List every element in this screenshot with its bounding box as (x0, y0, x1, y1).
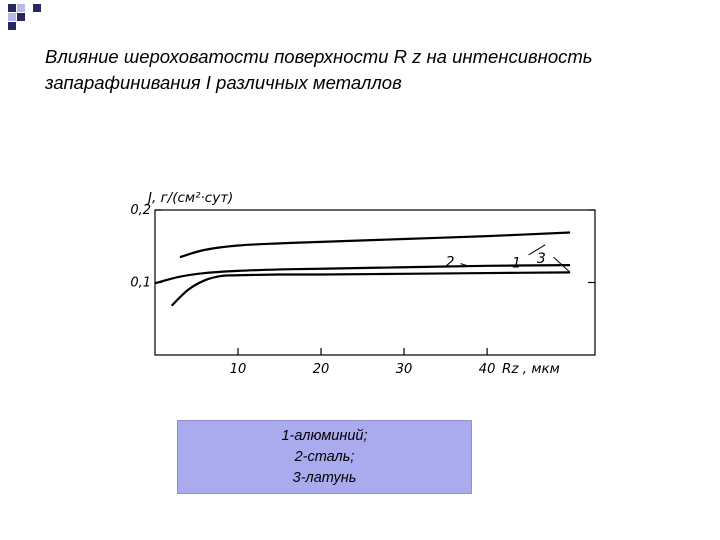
y-tick-label: 0,1 (130, 275, 151, 291)
slide-corner-decoration (0, 0, 60, 40)
slide-title: Влияние шероховатости поверхности R z на интенсивность запарафинивания I различных металлов (45, 46, 593, 93)
series-line-1 (180, 232, 570, 257)
legend-item-brass: 3-латунь (292, 469, 357, 486)
chart-series (155, 232, 570, 305)
x-tick-label: 40 (478, 362, 496, 377)
corner-square (33, 4, 41, 12)
series-line-3 (172, 272, 570, 305)
y-tick-label: 0,2 (130, 203, 151, 218)
corner-square (17, 13, 25, 21)
legend-item-aluminum: 1-алюминий; (281, 427, 368, 444)
corner-square (17, 4, 25, 12)
x-tick-label: 30 (395, 362, 413, 377)
curve-label-1: 1 (511, 255, 521, 272)
x-axis-label: Rz , мкм (502, 361, 560, 377)
plot-frame (155, 210, 595, 355)
curve-label-2: 2 (445, 254, 455, 271)
legend-item-steel: 2-сталь; (294, 448, 355, 465)
x-tick-label: 20 (312, 362, 330, 377)
x-tick-label: 10 (229, 362, 247, 377)
curve-label-3: 3 (536, 250, 546, 267)
chart-axes (155, 210, 595, 355)
corner-square (8, 4, 16, 12)
legend-box (177, 420, 472, 494)
rz-paraffin-chart (120, 180, 610, 390)
y-axis-label: J, г/(см²·сут) (148, 190, 234, 206)
corner-square (8, 22, 16, 30)
corner-square (8, 13, 16, 21)
